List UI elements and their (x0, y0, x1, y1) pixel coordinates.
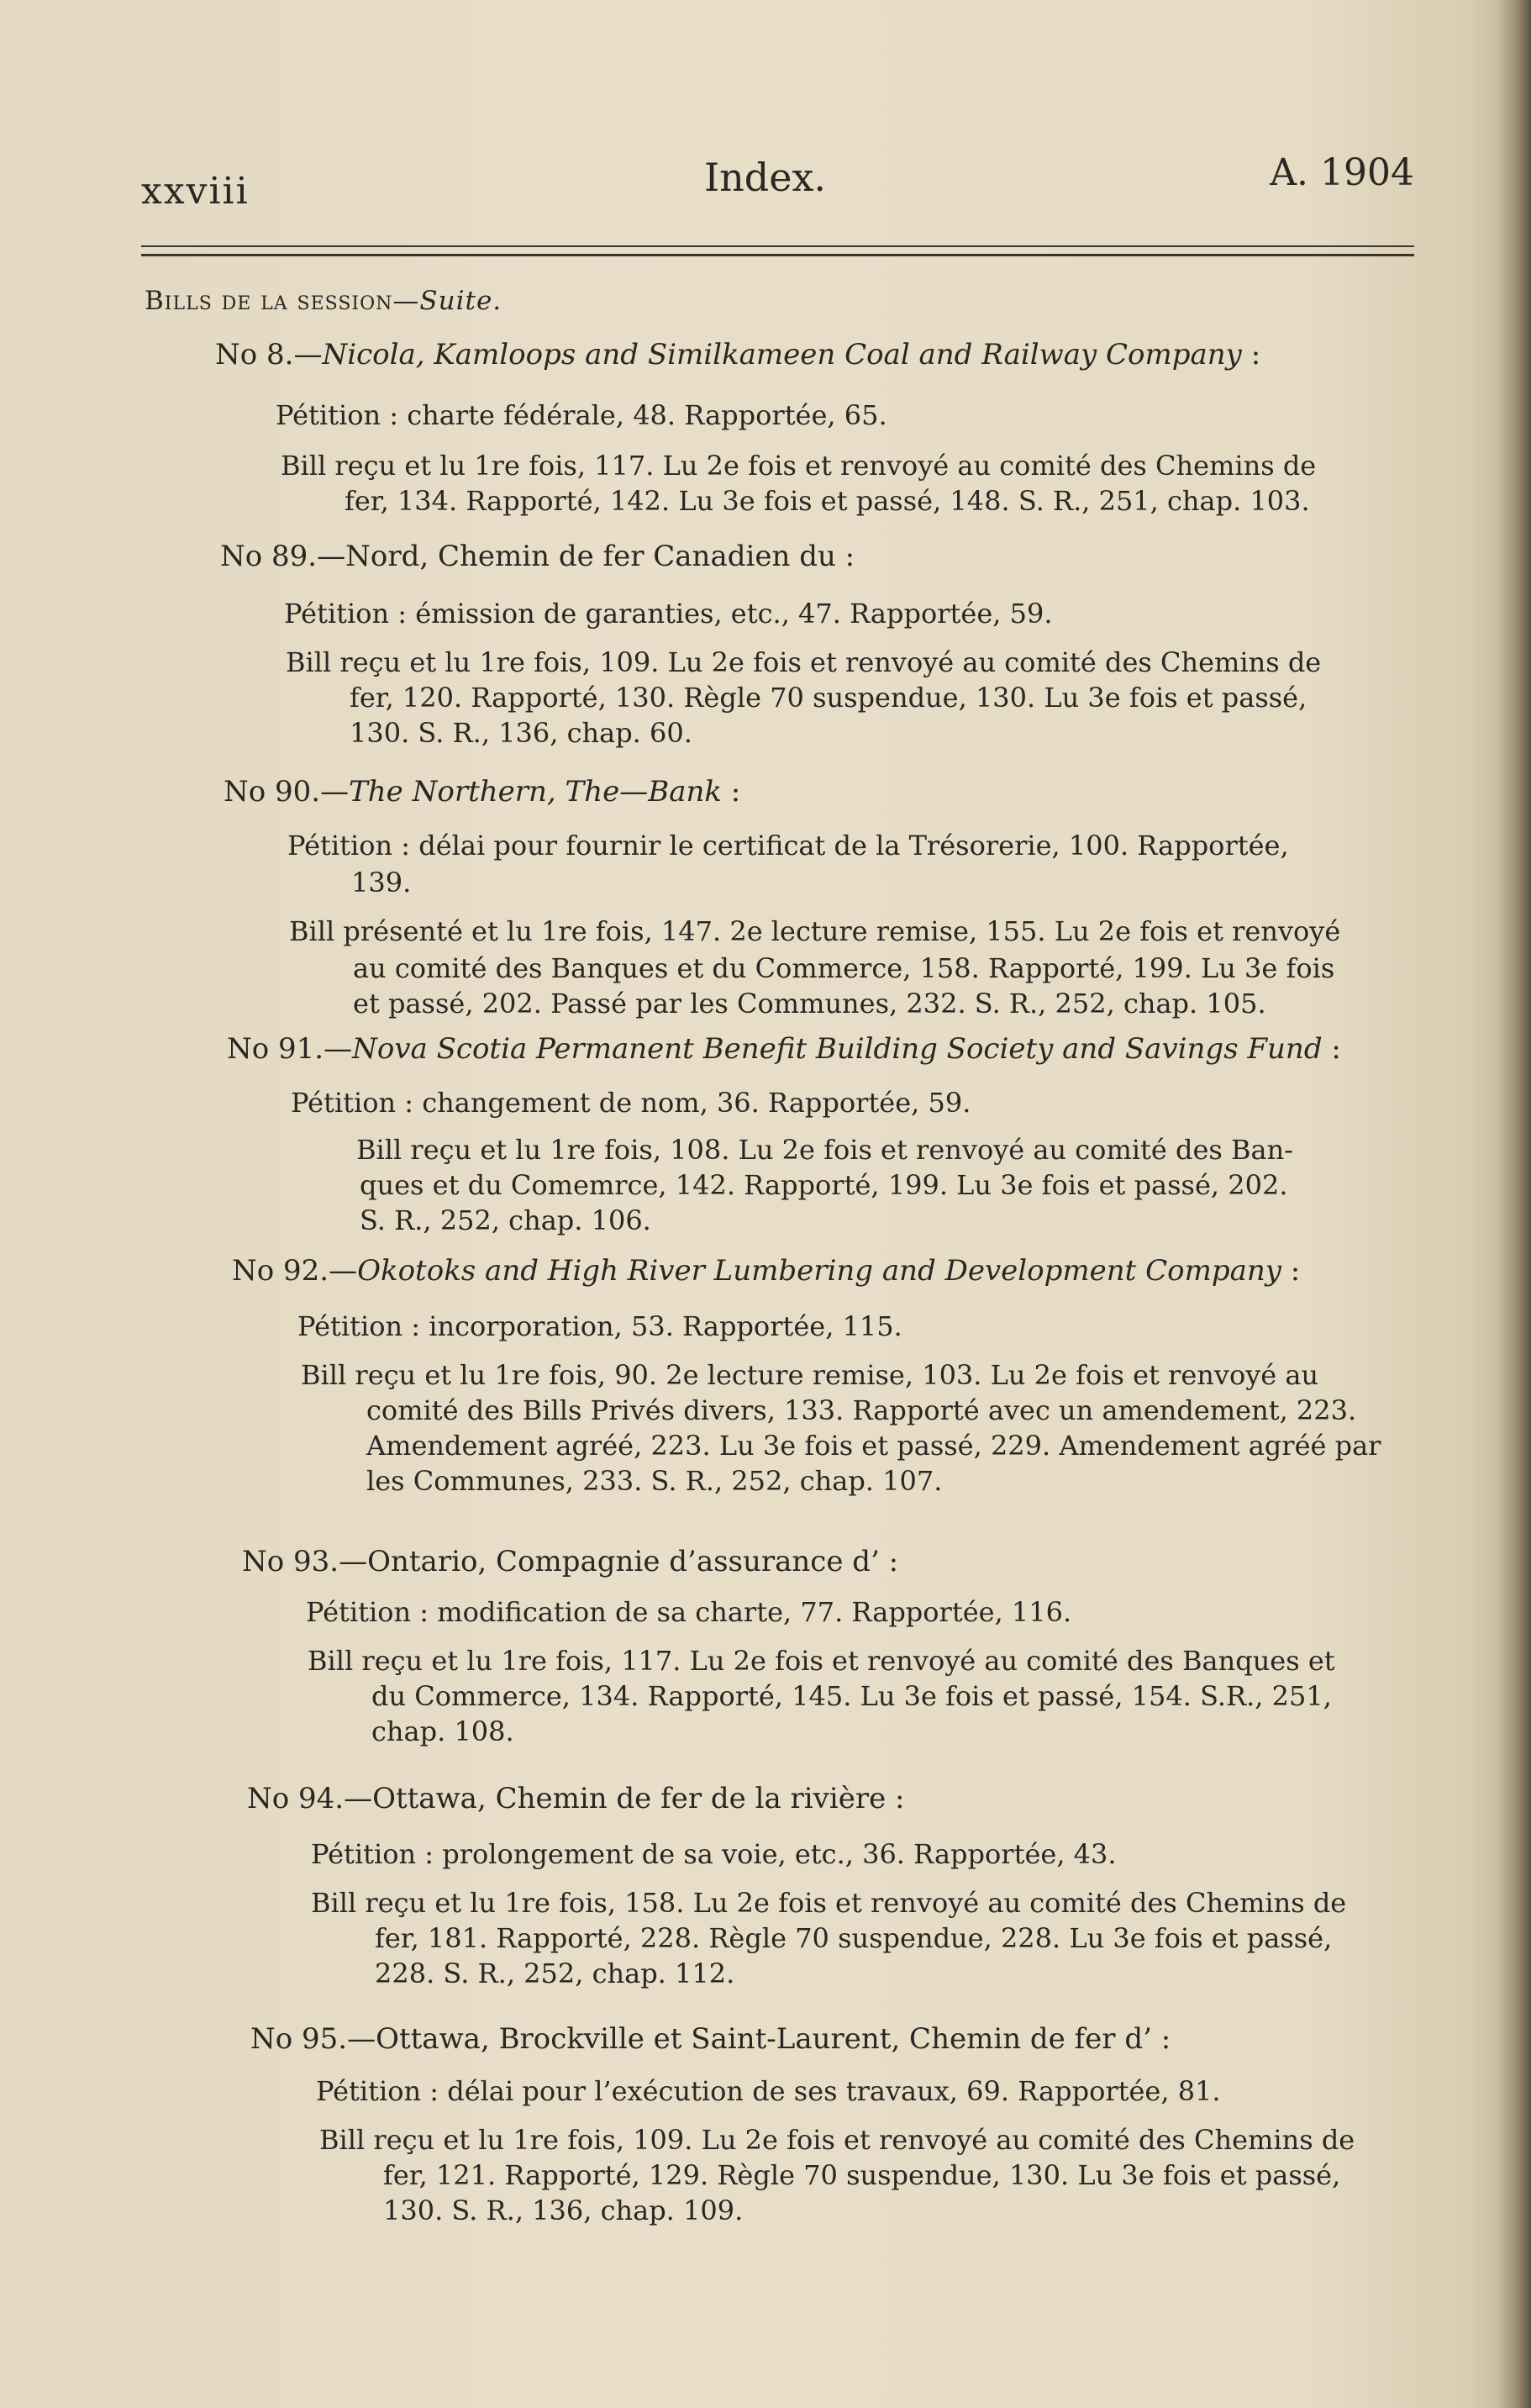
entry-title (232, 1254, 1300, 1288)
entry-colon: : (1281, 1254, 1301, 1288)
entry-bill-line: Amendement agréé, 223. Lu 3e fois et passé, 229. Amendement agréé par (366, 1430, 1381, 1462)
entry-bill-line: au comité des Banques et du Commerce, 158. Rapporté, 199. Lu 3e fois (353, 952, 1335, 984)
entry-number: No 92.— (232, 1254, 358, 1288)
entry-number: No 95.— (250, 2022, 376, 2056)
entry-bill-line: Bill reçu et lu 1re fois, 117. Lu 2e fois et renvoyé au comité des Banques et (308, 1645, 1335, 1677)
entry-name: Nord, Chemin de fer Canadien du (345, 540, 836, 573)
entry-petition-line: 139. (351, 867, 412, 898)
entry-bill-line: chap. 108. (371, 1715, 514, 1747)
header-rule-top (141, 245, 1414, 247)
entry-number: No 8.— (215, 338, 323, 371)
entry-bill-line: fer, 121. Rapporté, 129. Règle 70 suspendue, 130. Lu 3e fois et passé, (383, 2159, 1341, 2191)
entry-petition: Pétition : délai pour fournir le certificat de la Trésorerie, 100. Rapportée, (287, 830, 1289, 862)
entry-number: No 93.— (242, 1545, 368, 1578)
entry-petition: Pétition : charte fédérale, 48. Rapportée, 65. (276, 399, 887, 431)
entry-title (220, 540, 855, 573)
entry-bill-line: les Communes, 233. S. R., 252, chap. 107. (366, 1465, 943, 1497)
entry-petition: Pétition : incorporation, 53. Rapportée, 115. (297, 1310, 902, 1342)
entry-title (247, 1782, 905, 1815)
entry-petition: Pétition : délai pour l’exécution de ses travaux, 69. Rapportée, 81. (316, 2075, 1221, 2107)
entry-name: The Northern, The—Bank (349, 775, 722, 809)
entry-name: Ottawa, Chemin de fer de la rivière (372, 1782, 887, 1815)
entry-bill-line: 130. S. R., 136, chap. 60. (350, 717, 692, 749)
entry-petition: Pétition : changement de nom, 36. Rapportée, 59. (291, 1087, 971, 1119)
entry-bill-line: Bill reçu et lu 1re fois, 109. Lu 2e fois et renvoyé au comité des Chemins de (319, 2124, 1355, 2156)
entry-title (242, 1545, 898, 1578)
book-spine-shadow (1497, 0, 1531, 2408)
entry-number: No 94.— (247, 1782, 373, 1815)
entry-bill-line: Bill reçu et lu 1re fois, 109. Lu 2e fois et renvoyé au comité des Chemins de (286, 646, 1322, 678)
entry-bill-line: S. R., 252, chap. 106. (360, 1204, 651, 1236)
entry-name: Ottawa, Brockville et Saint-Laurent, Chemin de fer d’ (376, 2022, 1152, 2056)
entry-title (250, 2022, 1171, 2056)
entry-colon: : (886, 1782, 905, 1815)
entry-bill-line: Bill reçu et lu 1re fois, 90. 2e lecture remise, 103. Lu 2e fois et renvoyé au (301, 1359, 1319, 1391)
entry-colon: : (1151, 2022, 1171, 2056)
section-heading (145, 286, 502, 316)
section-suffix: —Suite. (392, 286, 502, 316)
entry-bill-line: fer, 181. Rapporté, 228. Règle 70 suspendue, 228. Lu 3e fois et passé, (375, 1922, 1333, 1954)
page-title: Index. (704, 155, 827, 200)
entry-bill-line: et passé, 202. Passé par les Communes, 232. S. R., 252, chap. 105. (353, 988, 1266, 1020)
page-year: A. 1904 (1270, 151, 1414, 194)
entry-colon: : (879, 1545, 899, 1578)
entry-colon: : (835, 540, 855, 573)
entry-colon: : (1241, 338, 1261, 371)
entry-bill-line: fer, 134. Rapporté, 142. Lu 3e fois et passé, 148. S. R., 251, chap. 103. (345, 485, 1310, 517)
entry-bill-line: comité des Bills Privés divers, 133. Rapporté avec un amendement, 223. (366, 1394, 1357, 1426)
entry-bill-line: Bill reçu et lu 1re fois, 117. Lu 2e fois et renvoyé au comité des Chemins de (281, 450, 1317, 482)
section-label: Bills de la session (145, 286, 393, 316)
page-number: xxviii (141, 170, 250, 213)
entry-title (227, 1032, 1341, 1066)
entry-title (215, 338, 1260, 371)
page-header (141, 151, 1414, 219)
entry-petition: Pétition : prolongement de sa voie, etc., 36. Rapportée, 43. (311, 1838, 1117, 1870)
entry-bill-line: ques et du Comemrce, 142. Rapporté, 199. Lu 3e fois et passé, 202. (360, 1169, 1288, 1201)
entry-petition: Pétition : modification de sa charte, 77. Rapportée, 116. (306, 1596, 1072, 1628)
entry-colon: : (1322, 1032, 1341, 1066)
entry-name: Nova Scotia Permanent Benefit Building Society and Savings Fund (352, 1032, 1323, 1066)
entry-title (224, 775, 740, 809)
entry-name: Ontario, Compagnie d’assurance d’ (367, 1545, 880, 1578)
entry-bill-line: 228. S. R., 252, chap. 112. (375, 1957, 735, 1989)
entry-colon: : (722, 775, 741, 809)
entry-bill-line: Bill reçu et lu 1re fois, 158. Lu 2e fois et renvoyé au comité des Chemins de (311, 1887, 1347, 1919)
entry-name: Okotoks and High River Lumbering and Development Company (357, 1254, 1281, 1288)
entry-petition: Pétition : émission de garanties, etc., 47. Rapportée, 59. (284, 598, 1053, 630)
entry-bill-line: Bill présenté et lu 1re fois, 147. 2e lecture remise, 155. Lu 2e fois et renvoyé (289, 915, 1341, 947)
entry-number: No 90.— (224, 775, 350, 809)
entry-bill-line: 130. S. R., 136, chap. 109. (383, 2195, 744, 2226)
entry-bill-line: Bill reçu et lu 1re fois, 108. Lu 2e fois et renvoyé au comité des Ban- (356, 1134, 1294, 1166)
entry-number: No 91.— (227, 1032, 353, 1066)
header-rule-bottom (141, 254, 1414, 256)
entry-bill-line: fer, 120. Rapporté, 130. Règle 70 suspendue, 130. Lu 3e fois et passé, (350, 682, 1307, 714)
entry-bill-line: du Commerce, 134. Rapporté, 145. Lu 3e fois et passé, 154. S.R., 251, (371, 1680, 1332, 1712)
entry-number: No 89.— (220, 540, 346, 573)
entry-name: Nicola, Kamloops and Similkameen Coal and Railway Company (322, 338, 1242, 371)
